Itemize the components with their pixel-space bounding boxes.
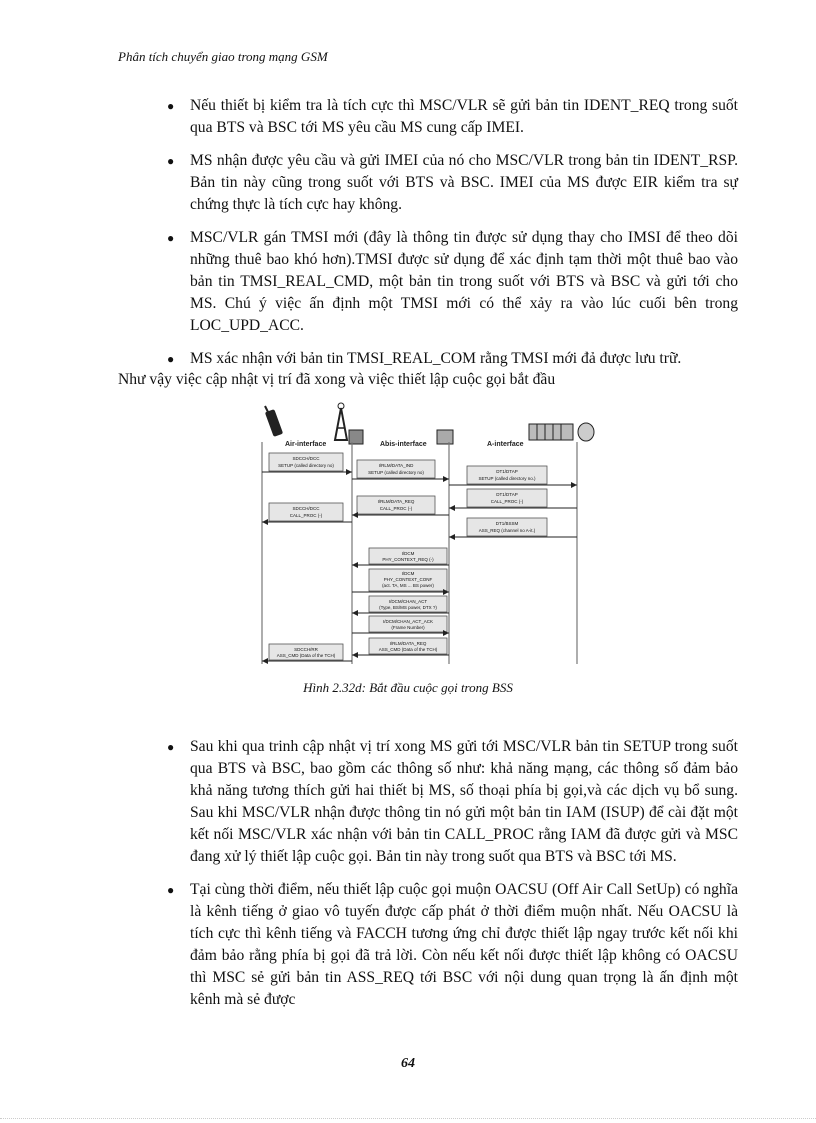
message-box [449, 518, 577, 540]
footer-divider [0, 1118, 816, 1119]
sequence-diagram-svg [257, 400, 597, 672]
message-box [352, 460, 449, 482]
message-box [262, 644, 352, 664]
svg-text:CALL_PROC (-): CALL_PROC (-) [490, 499, 524, 504]
svg-text:SDCCH/RR: SDCCH/RR [294, 647, 318, 652]
svg-text:PHY_CONTEXT_CONF: PHY_CONTEXT_CONF [383, 577, 433, 582]
message-box [352, 496, 449, 518]
list-item [118, 879, 738, 1011]
message-box [352, 548, 449, 568]
svg-text:(act. TA, MS ... BS power): (act. TA, MS ... BS power) [382, 583, 434, 588]
bullet-list-bottom [118, 736, 738, 1022]
interface-label-a: A-interface [487, 441, 524, 448]
list-item-text: Tại cùng thời điểm, nếu thiết lập cuộc gọi muộn OACSU (Off Air Call SetUp) có nghĩa là kênh tiếng ở giao vô tuyến được cấp phát ở thời điểm muộn nhất. Nếu OACSU là tích cực thì kênh tiếng và FACCH tương ứng chỉ được thiết lập ngay trước kết nối khi đảm bảo rằng phía bị gọi đã trả lời. Còn nếu kết nối được thiết lập không có OACSU thì MSC sẻ gửi bản tin ASS_REQ tới BSC với nội dung quan trọng là ấn định một kênh mà sẻ được [190, 881, 738, 1008]
bullet-list-top [118, 95, 738, 381]
bullet-icon: ● [167, 740, 175, 754]
svg-text:ASS_CMD (Data of the TCH): ASS_CMD (Data of the TCH) [378, 647, 438, 652]
running-header: Phân tích chuyển giao trong mạng GSM [118, 49, 328, 64]
message-box [352, 616, 449, 636]
svg-text:I/DCM/CHAN_ACT: I/DCM/CHAN_ACT [388, 599, 428, 604]
figure-caption: Hình 2.32d: Bắt đầu cuộc gọi trong BSS [303, 680, 513, 695]
list-item [118, 227, 738, 337]
bullet-icon: ● [167, 231, 175, 245]
interface-label-abis: Abis-interface [380, 441, 427, 448]
list-item-text: Sau khi qua trinh cập nhật vị trí xong MS gửi tới MSC/VLR bản tin SETUP trong suốt qua BTS và BSC, bao gồm các thông số như: khả năng mạng, các thông số đảm bảo khả năng tương thích gửi hai thiết bị MS, số thoại phía bị gọi,và các dịch vụ bổ sung. Sau khi MSC/VLR nhận được thông tin nó gửi một bản tin IAM (ISUP) để cài đặt một kết nối MSC/VLR xác nhận với bản tin CALL_PROC rằng IAM đã được gửi và MSC đang xử lý thiết lập cuộc gọi. Bản tin này trong suốt qua BTS và BSC tới MS. [190, 738, 738, 865]
svg-text:CALL_PROC (-): CALL_PROC (-) [379, 506, 413, 511]
svg-text:SDCCH/DCC: SDCCH/DCC [292, 456, 320, 461]
svg-text:ASS_REQ (channel no A-it.): ASS_REQ (channel no A-it.) [478, 528, 536, 533]
svg-text:I/RLM/DATA_REQ: I/RLM/DATA_REQ [389, 641, 427, 646]
interface-label-air: Air-interface [285, 441, 327, 448]
svg-text:SETUP (called directory no.): SETUP (called directory no.) [478, 476, 536, 481]
svg-text:CALL_PROC (-): CALL_PROC (-) [289, 513, 323, 518]
list-item-text: MS nhận được yêu cầu và gửi IMEI của nó cho MSC/VLR trong bản tin IDENT_RSP. Bản tin này cũng trong suốt với BTS và BSC. IMEI của MS được EIR kiểm tra sự chứng thực là tích cực hay không. [190, 152, 738, 213]
mobile-phone-icon [265, 406, 283, 437]
svg-text:I/DCM: I/DCM [401, 571, 415, 576]
sequence-diagram [257, 400, 597, 672]
svg-text:I/DCM/CHAN_ACT_ACK: I/DCM/CHAN_ACT_ACK [382, 619, 434, 624]
bts-tower-icon [335, 403, 347, 440]
svg-text:SETUP (called directory no): SETUP (called directory no) [368, 470, 424, 475]
svg-text:(Type, BS/MS power, DTX ?): (Type, BS/MS power, DTX ?) [379, 605, 437, 610]
bullet-icon: ● [167, 99, 175, 113]
svg-text:I/RLM/DATA_REQ: I/RLM/DATA_REQ [377, 499, 415, 504]
list-item-text: Nếu thiết bị kiểm tra là tích cực thì MSC/VLR sẽ gửi bản tin IDENT_REQ trong suốt qua BTS và BSC tới MS yêu cầu MS cung cấp IMEI. [190, 97, 738, 136]
svg-text:PHY_CONTEXT_REQ (-): PHY_CONTEXT_REQ (-) [382, 557, 434, 562]
svg-text:ASS_CMD (Data of the TCH): ASS_CMD (Data of the TCH) [276, 653, 336, 658]
message-box [352, 638, 449, 658]
list-item [118, 736, 738, 868]
list-item-text: MSC/VLR gán TMSI mới (đây là thông tin được sử dụng thay cho IMSI để theo dõi những thuê bao khó hơn).TMSI được sử dụng để xác định tạm thời một thuê bao vào bản tin TMSI_REAL_CMD, một bản tin trong suốt với BTS và BSC và gửi tới cho MS. Chú ý việc ấn định một TMSI mới có thể xảy ra vào lúc cuối bên trong LOC_UPD_ACC. [190, 229, 738, 334]
list-item [118, 150, 738, 216]
page-number: 64 [401, 1056, 415, 1071]
svg-text:I/RLM/DATA_IND: I/RLM/DATA_IND [378, 463, 414, 468]
svg-text:SETUP (called directory no): SETUP (called directory no) [278, 463, 334, 468]
svg-text:I/DCM: I/DCM [401, 551, 415, 556]
svg-text:(Frame Number): (Frame Number) [391, 625, 425, 630]
message-box [449, 489, 577, 511]
svg-text:DT1/DTAP: DT1/DTAP [496, 469, 518, 474]
body-paragraph: Như vậy việc cập nhật vị trí đã xong và việc thiết lập cuộc gọi bắt đầu [118, 371, 556, 388]
list-item [118, 95, 738, 139]
svg-text:DT1/DTAP: DT1/DTAP [496, 492, 518, 497]
bullet-icon: ● [167, 352, 175, 366]
list-item [118, 348, 738, 370]
bullet-icon: ● [167, 154, 175, 168]
message-box [352, 596, 449, 616]
message-box [449, 466, 577, 488]
msc-equipment-icon [529, 423, 594, 441]
bullet-icon: ● [167, 883, 175, 897]
svg-text:SDCCH/DCC: SDCCH/DCC [292, 506, 320, 511]
message-box [262, 453, 352, 475]
svg-text:DT1/BSSM: DT1/BSSM [495, 521, 519, 526]
list-item-text: MS xác nhận với bản tin TMSI_REAL_COM rằng TMSI mới đả được lưu trữ. [190, 350, 682, 367]
message-box [352, 569, 449, 595]
message-box [262, 503, 352, 525]
